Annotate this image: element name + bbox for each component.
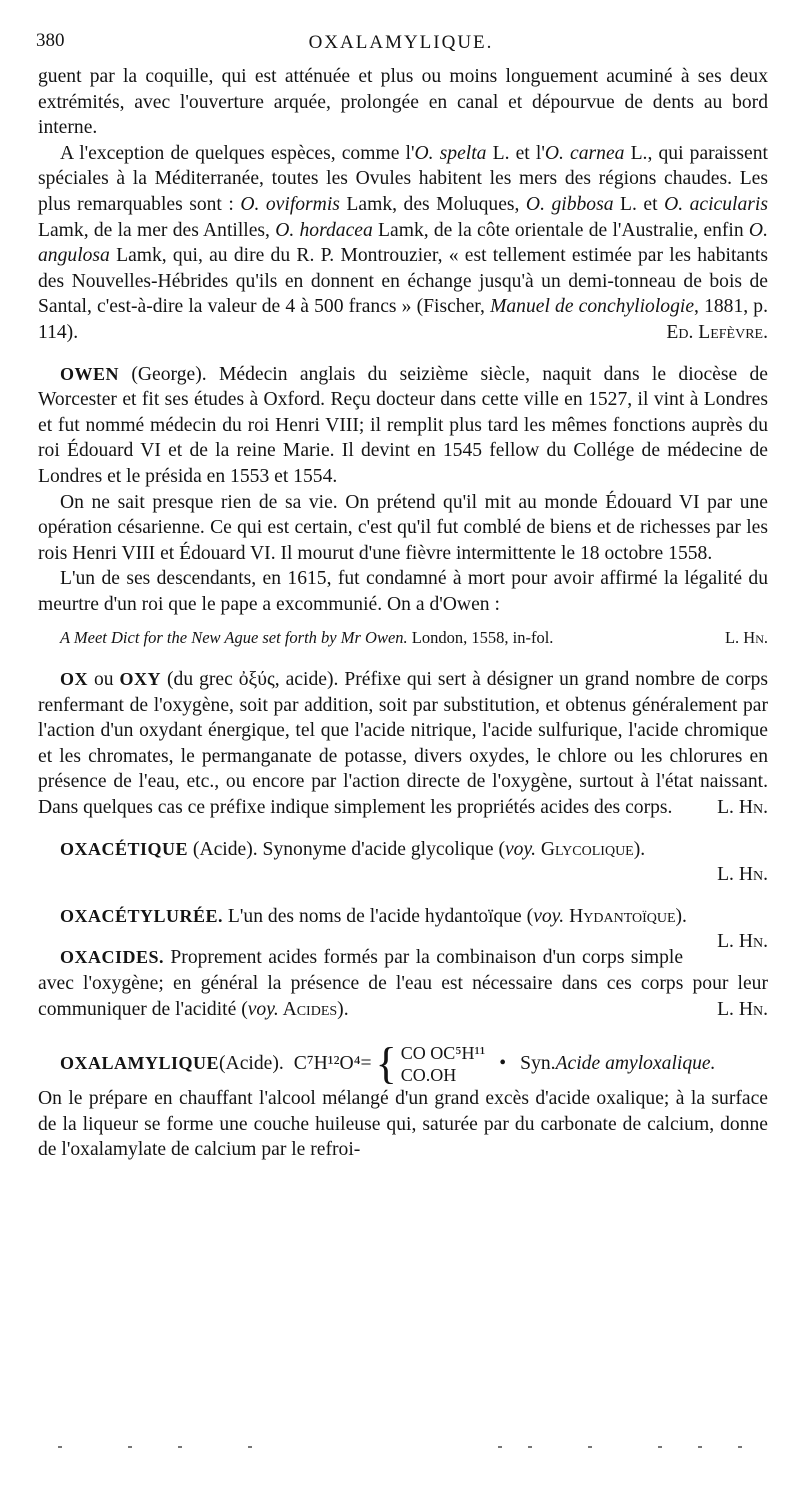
- cross-ref: voy.: [533, 905, 565, 927]
- footer-mark: [588, 1446, 592, 1448]
- cross-ref-target: Glycolique).: [535, 838, 646, 860]
- entry-oxacetyluree: [38, 904, 768, 953]
- species-name: O. angulosa: [38, 219, 768, 267]
- text-run: London, 1558, in-fol.: [407, 628, 554, 648]
- text-run: L. et l': [486, 142, 545, 164]
- text-run: Syn.: [520, 1053, 556, 1075]
- entry-headword: OXACIDES.: [60, 947, 165, 968]
- paragraph: guent par la coquille, qui est atténuée et plus ou moins longuement acuminé à ses deux extrémités, avec l'ouverture arquée, prolongée en canal et dépourvue de dents au bord interne.: [38, 66, 768, 139]
- paragraph: L'un de ses descendants, en 1615, fut condamné à mort pour avoir affirmé la légalité du meurtre d'un roi que le pape a excommunié. On a d'Owen :: [38, 568, 768, 615]
- entry-headword: OXY: [119, 669, 162, 690]
- formula-lhs: C⁷H¹²O⁴=: [293, 1053, 372, 1075]
- species-name: O. hordacea: [275, 219, 373, 241]
- bibliography-line: [60, 625, 768, 651]
- text-run: Lamk, qui, au dire du R. P. Montrouzier, « est tellement estimée par les habitants des Nouvelles-Hébrides qu'ils en donnent en échange jusqu'à un demi-tonneau de bois de Santal, c'est-à-dire la valeur de 4 à 500 francs » (Fischer,: [38, 245, 768, 318]
- paragraph: [38, 667, 768, 821]
- paragraph: [38, 904, 768, 953]
- cross-ref: voy.: [247, 998, 279, 1020]
- book-title: A Meet Dict for the New Ague set forth by Mr Owen.: [60, 628, 408, 648]
- running-title: OXALAMYLIQUE.: [308, 32, 494, 53]
- entry-oxacides: [38, 945, 768, 1022]
- entry-headword: OXACÉTIQUE: [60, 838, 189, 859]
- formula-top: CO OC⁵H¹¹: [400, 1043, 486, 1064]
- text-column: [38, 64, 768, 1163]
- entry-headword: OXALAMYLIQUE: [60, 1053, 220, 1074]
- species-name: O. oviformis: [240, 193, 340, 215]
- text-run: Lamk, de la côte orientale de l'Australie, enfin: [372, 219, 749, 241]
- cross-ref: voy.: [504, 838, 536, 860]
- footer-mark: [528, 1446, 532, 1448]
- paragraph: On le prépare en chauffant l'alcool mélangé d'un grand excès d'acide oxalique; à la surface de la liqueur se forme une couche huileuse qui, saturée par du carbonate de calcium, donne de l'oxalamylate de calcium par le refroi-: [38, 1088, 768, 1161]
- entry-owen: [38, 362, 768, 652]
- author-signature: L. Hn.: [717, 864, 768, 886]
- text-run: Proprement acides formés par la combinaison d'un corps simple avec l'oxygène; en général la présence de l'eau est nécessaire dans ces corps pour leur communiquer de l'acidité (: [38, 947, 768, 1020]
- text-run: Lamk, de la mer des Antilles,: [38, 219, 276, 241]
- text-run: A l'exception de quelques espèces, comme l': [60, 142, 415, 164]
- formula-bottom: CO.OH: [400, 1065, 457, 1086]
- species-name: O. carnea: [544, 142, 625, 164]
- paragraph: [38, 362, 768, 490]
- text-run: (Acide).: [219, 1053, 284, 1075]
- paragraph: [38, 837, 768, 863]
- text-run: ou: [88, 669, 120, 691]
- page-number: 380: [36, 30, 65, 51]
- synonym: Acide amyloxalique.: [555, 1053, 716, 1075]
- formula-dot: •: [499, 1053, 507, 1075]
- entry-headword: OWEN: [60, 363, 120, 384]
- page-footer-marks: [58, 1446, 758, 1452]
- page-header: [36, 30, 766, 58]
- footer-mark: [658, 1446, 662, 1448]
- text-run: L'un des noms de l'acide hydantoïque (: [223, 905, 534, 927]
- footer-mark: [698, 1446, 702, 1448]
- paragraph: On ne sait presque rien de sa vie. On prétend qu'il mit au monde Édouard VI par une opération césarienne. Ce qui est certain, c'est qu'il fut comblé de biens et de richesses par les rois Henri VIII et Édouard VI. Il mourut d'une fièvre intermittente le 18 octobre 1558.: [38, 491, 768, 564]
- species-name: O. spelta: [414, 142, 487, 164]
- cross-ref-target: Hydantoïque).: [564, 905, 687, 927]
- formula-brace: [375, 1039, 486, 1089]
- author-signature: Ed. Lefèvre.: [666, 321, 768, 343]
- entry-headword: OXACÉTYLURÉE.: [60, 905, 224, 926]
- text-run: , 1881, p. 114).: [38, 296, 768, 343]
- entry-oxalamylique: [38, 1039, 768, 1163]
- footer-mark: [178, 1446, 182, 1448]
- brace-glyph: {: [375, 1039, 397, 1089]
- footer-mark: [58, 1446, 62, 1448]
- text-run: (Acide). Synonyme d'acide glycolique (: [188, 838, 505, 860]
- species-name: O. acicularis: [664, 193, 768, 215]
- book-title: Manuel de conchyliologie: [490, 296, 695, 318]
- entry-oxacetique: [38, 837, 768, 888]
- author-signature: L. Hn.: [724, 628, 768, 648]
- formula-rows: [401, 1042, 486, 1086]
- formula-line: [38, 1039, 768, 1089]
- text-run: Lamk, des Moluques,: [339, 193, 526, 215]
- species-name: O. gibbosa: [525, 193, 614, 215]
- footer-mark: [498, 1446, 502, 1448]
- cross-ref-target: Acides).: [278, 998, 349, 1020]
- paragraph: [38, 945, 768, 1022]
- entry-headword: OX: [60, 669, 88, 690]
- paragraph: [38, 141, 768, 346]
- footer-mark: [248, 1446, 252, 1448]
- entry-ox: [38, 667, 768, 821]
- text-run: L., qui paraissent spéciales à la Méditerranée, toutes les Ovules habitent les mers des régions chaudes. Les plus remarquables sont :: [38, 142, 768, 215]
- text-run: L. et: [613, 193, 665, 215]
- author-signature: L. Hn.: [717, 998, 768, 1020]
- text-run: (du grec ὀξύς, acide). Préfixe qui sert à désigner un grand nombre de corps renfermant de l'oxygène, soit par addition, soit par substitution, et obtenus généralement par l'action d'un oxydant énergique, tel que l'acide nitrique, l'acide sulfurique, l'acide chromique et les chromates, le permanganate de potasse, divers oxydes, le chlore ou les chlorures en présence de l'eau, etc., ou encore par l'action directe de l'oxygène, surtout à l'état naissant. Dans quelques cas ce préfixe indique simplement les propriétés acides des corps.: [38, 669, 768, 819]
- author-signature: L. Hn.: [717, 797, 768, 819]
- text-run: (George). Médecin anglais du seizième siècle, naquit dans le diocèse de Worcester et fit ses études à Oxford. Reçu docteur dans cette ville en 1527, il vint à Londres et fut nommé médecin du roi Henri VIII; il remplit plus tard les mêmes fonctions auprès du roi Édouard VI et de la reine Marie. Il devint en 1545 fellow du Collége de médecine de Londres et le présida en 1553 et 1554.: [38, 363, 768, 487]
- footer-mark: [738, 1446, 742, 1448]
- footer-mark: [128, 1446, 132, 1448]
- author-signature: L. Hn.: [717, 931, 768, 953]
